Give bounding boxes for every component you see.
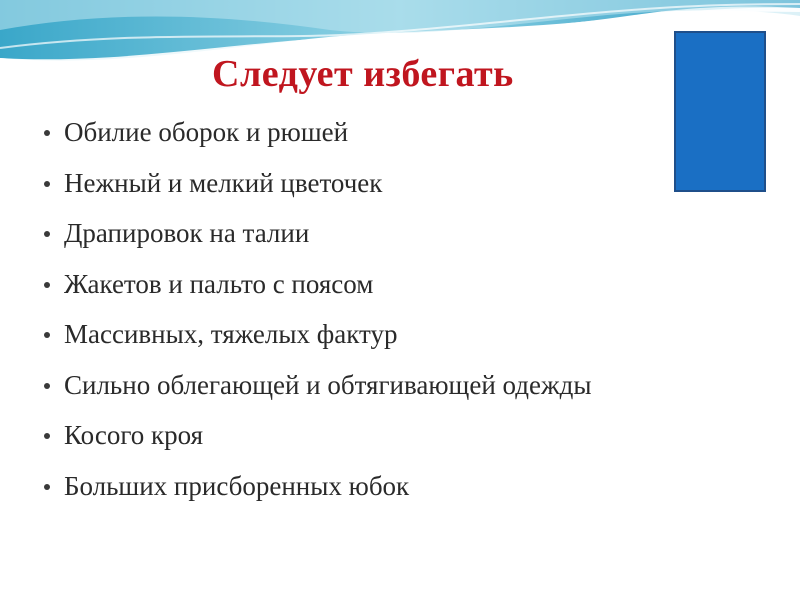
list-item-text: Нежный и мелкий цветочек [64,167,383,198]
list-item [40,464,592,515]
bullet-icon [44,383,50,389]
bullet-icon [44,433,50,439]
list-item-text: Косого кроя [64,420,203,450]
list-item [40,262,592,313]
list-item [40,161,592,212]
bullet-list [40,110,592,514]
list-item-text: Больших присборенных юбок [64,470,410,501]
bullet-icon [44,130,50,136]
list-item [40,211,592,262]
bullet-icon [44,231,50,237]
bullet-icon [44,484,50,490]
list-item [40,363,592,414]
slide-title: Следует избегать [212,53,514,95]
list-item-text: Жакетов и пальто с поясом [64,268,374,299]
list-item [40,413,592,464]
list-item-text: Массивных, тяжелых фактур [64,319,398,349]
bullet-icon [44,332,50,338]
blue-rectangle-shape [674,31,766,192]
list-item [40,110,592,161]
list-item-text: Сильно облегающей и обтягивающей одежды [64,369,592,400]
bullet-icon [44,181,50,187]
bullet-icon [44,282,50,288]
list-item-text: Обилие оборок и рюшей [64,117,349,147]
list-item [40,312,592,363]
list-item-text: Драпировок на талии [64,218,310,248]
